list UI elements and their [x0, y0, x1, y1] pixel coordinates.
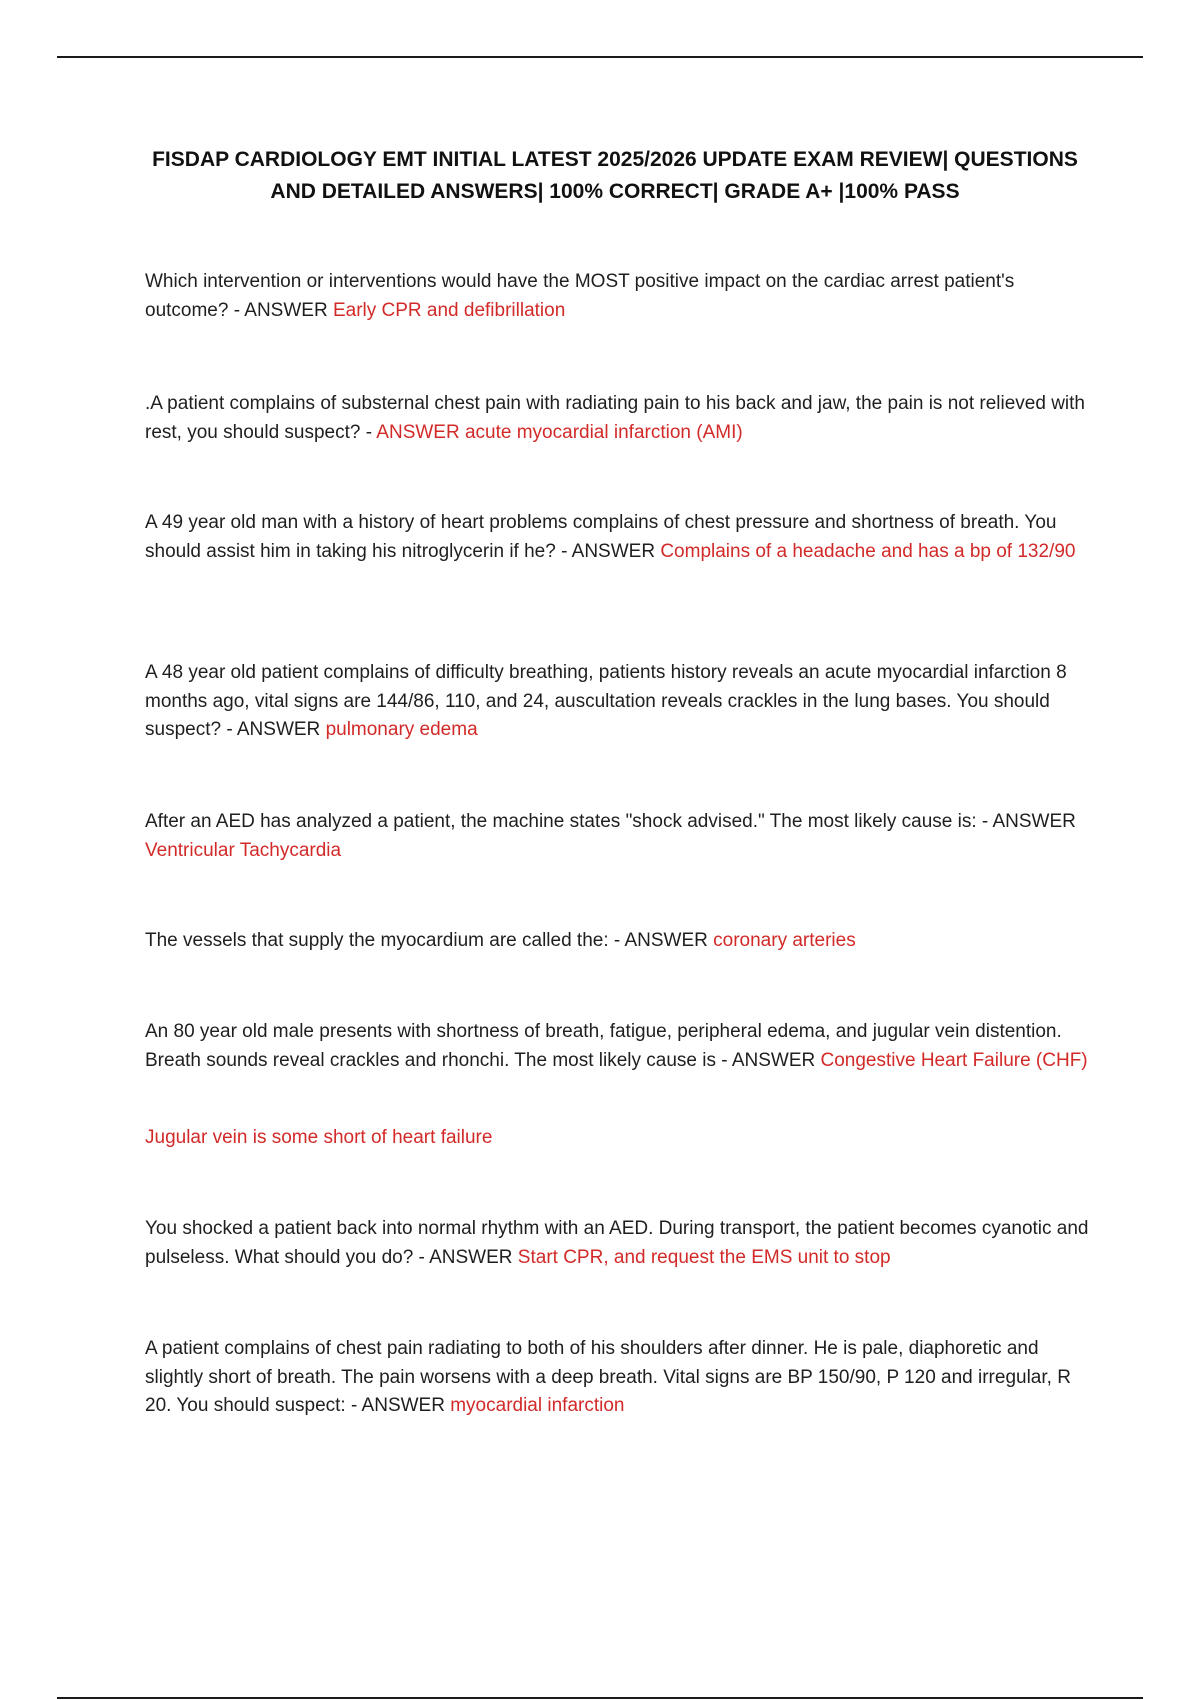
answer-text: Ventricular Tachycardia	[145, 839, 342, 861]
qa-item-2	[145, 390, 1095, 447]
answer-text: pulmonary edema	[325, 719, 478, 740]
answer-text: Congestive Heart Failure (CHF)	[820, 1049, 1088, 1071]
qa-item-8	[145, 1215, 1095, 1272]
qa-item-4	[145, 659, 1095, 745]
title-line-2: AND DETAILED ANSWERS| 100% CORRECT| GRADE A+ |100% PASS	[270, 180, 960, 203]
question-text: A 49 year old man with a history of heart problems complains of chest pressure and shortness of breath. You should assist him in taking his nitroglycerin if he? - ANSWER	[145, 512, 1057, 562]
title-line-1: FISDAP CARDIOLOGY EMT INITIAL LATEST 2025/2026 UPDATE EXAM REVIEW| QUESTIONS	[152, 148, 1078, 171]
answer-text: Complains of a headache and has a bp of 132/90	[660, 540, 1076, 562]
extra-note: Jugular vein is some short of heart failure	[145, 1127, 493, 1148]
question-text: The vessels that supply the myocardium are called the: - ANSWER	[145, 930, 714, 951]
question-text: Which intervention or interventions would have the MOST positive impact on the cardiac arrest patient's outcome? - ANSWER	[145, 271, 1015, 321]
qa-item-1	[145, 268, 1095, 325]
qa-item-3	[145, 509, 1095, 566]
answer-text: Early CPR and defibrillation	[332, 299, 566, 321]
question-text: After an AED has analyzed a patient, the machine states "shock advised." The most likely cause is: - ANSWER	[145, 811, 1076, 832]
qa-item-6	[145, 927, 1095, 956]
answer-text: Start CPR, and request the EMS unit to stop	[517, 1246, 891, 1268]
bottom-divider	[57, 1697, 1143, 1699]
answer-text: coronary arteries	[713, 930, 856, 951]
answer-text: myocardial infarction	[450, 1395, 625, 1416]
top-divider	[57, 56, 1143, 58]
document-title	[110, 144, 1120, 208]
answer-text: ANSWER acute myocardial infarction (AMI)	[376, 421, 743, 443]
question-text: A 48 year old patient complains of difficulty breathing, patients history reveals an acute myocardial infarction 8 months ago, vital signs are 144/86, 110, and 24, auscultation reveals crackles in the lung bases. You should suspect? - ANSWER	[145, 662, 1067, 740]
qa-item-7	[145, 1018, 1095, 1075]
question-text: A patient complains of chest pain radiating to both of his shoulders after dinner. He is pale, diaphoretic and slightly short of breath. The pain worsens with a deep breath. Vital signs are BP 150/90, P 120 and irregular, R 20. You should suspect: - ANSWER	[145, 1338, 1071, 1416]
question-text: You shocked a patient back into normal rhythm with an AED. During transport, the patient becomes cyanotic and pulseless. What should you do? - ANSWER	[145, 1218, 1089, 1268]
question-text: .A patient complains of substernal chest pain with radiating pain to his back and jaw, the pain is not relieved with rest, you should suspect? -	[145, 393, 1085, 443]
qa-item-5	[145, 808, 1095, 865]
question-text: An 80 year old male presents with shortness of breath, fatigue, peripheral edema, and jugular vein distention. Breath sounds reveal crackles and rhonchi. The most likely cause is - ANSWER	[145, 1021, 1062, 1071]
qa-item-9	[145, 1335, 1095, 1421]
